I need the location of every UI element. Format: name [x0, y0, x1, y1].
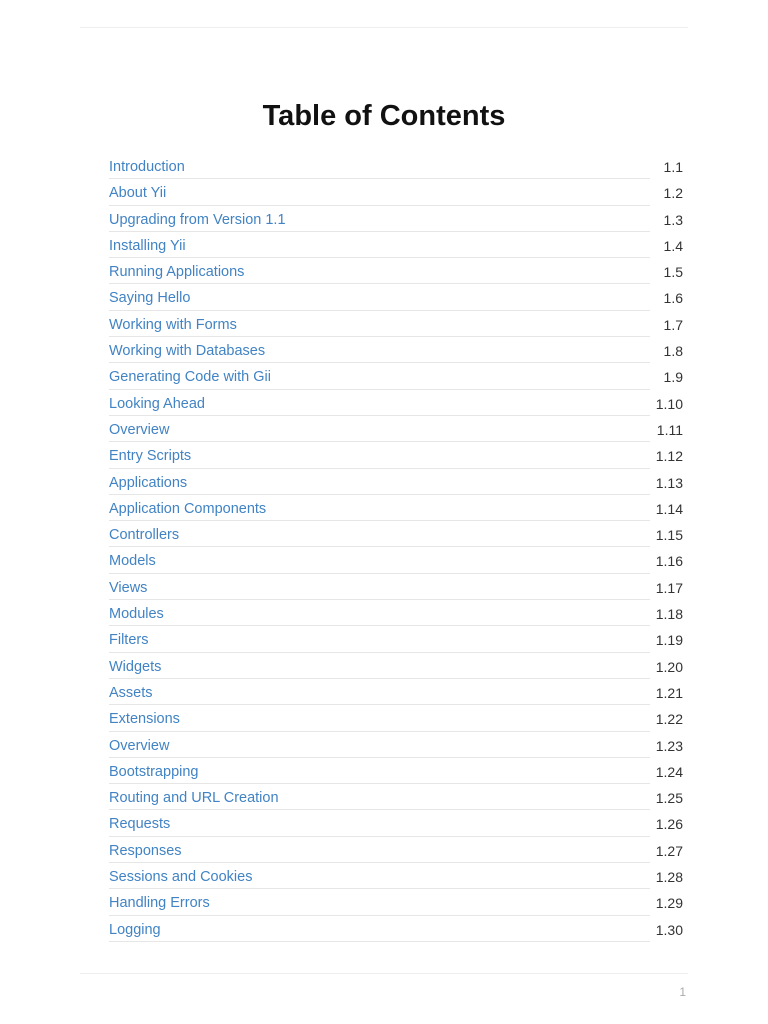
toc-entry-link[interactable]: Responses — [109, 842, 182, 859]
toc-entry-number: 1.16 — [655, 553, 683, 570]
toc-entry-link[interactable]: Applications — [109, 474, 188, 491]
toc-entry — [109, 495, 683, 521]
toc-entry-number: 1.7 — [663, 316, 683, 333]
toc-entry-number: 1.4 — [663, 237, 683, 254]
toc-entry — [109, 732, 683, 758]
toc-entry — [109, 863, 683, 889]
toc-entry-number: 1.12 — [655, 448, 683, 465]
toc-entry-number: 1.21 — [655, 684, 683, 701]
toc-entry — [109, 206, 683, 232]
toc-entry — [109, 442, 683, 468]
toc-entry — [109, 363, 683, 389]
toc-entry-number: 1.23 — [655, 737, 683, 754]
toc-entry-link[interactable]: Looking Ahead — [109, 395, 205, 412]
toc-entry — [109, 179, 683, 205]
toc-entry-link[interactable]: Views — [109, 579, 148, 596]
toc-entry — [109, 574, 683, 600]
toc-entry — [109, 679, 683, 705]
toc-entry-number: 1.9 — [663, 369, 683, 386]
toc-entry — [109, 837, 683, 863]
toc-entry-number: 1.29 — [655, 895, 683, 912]
toc-entry-link[interactable]: Requests — [109, 816, 171, 833]
toc-entry-link[interactable]: Installing Yii — [109, 237, 186, 254]
toc-entry — [109, 758, 683, 784]
toc-entry — [109, 469, 683, 495]
toc-entry-link[interactable]: Modules — [109, 606, 164, 623]
toc-entry — [109, 784, 683, 810]
toc-entry-link[interactable]: Models — [109, 553, 156, 570]
toc-entry-link[interactable]: Working with Forms — [109, 316, 237, 333]
toc-entry — [109, 600, 683, 626]
toc-entry — [109, 916, 683, 942]
toc-entry-link[interactable]: Bootstrapping — [109, 763, 199, 780]
toc-entry-number: 1.26 — [655, 816, 683, 833]
bottom-divider — [80, 973, 688, 974]
toc-entry-link[interactable]: Generating Code with Gii — [109, 369, 271, 386]
toc-entry — [109, 705, 683, 731]
toc-entry — [109, 653, 683, 679]
toc-entry — [109, 258, 683, 284]
toc-entry-number: 1.14 — [655, 500, 683, 517]
toc-entry — [109, 626, 683, 652]
toc-entry — [109, 810, 683, 836]
toc-entry-number: 1.22 — [655, 711, 683, 728]
toc-entry-link[interactable]: Filters — [109, 632, 149, 649]
toc-entry-link[interactable]: Extensions — [109, 711, 180, 728]
toc-entry-number: 1.10 — [655, 395, 683, 412]
toc-entry-link[interactable]: Logging — [109, 921, 161, 938]
toc-entry-number: 1.30 — [655, 921, 683, 938]
toc-entry-link[interactable]: Handling Errors — [109, 895, 210, 912]
toc-entry-number: 1.11 — [656, 421, 683, 438]
toc-entry-link[interactable]: Widgets — [109, 658, 162, 675]
toc-entry — [109, 547, 683, 573]
toc-entry — [109, 889, 683, 915]
page-number: 1 — [679, 985, 686, 999]
toc-entry-link[interactable]: Working with Databases — [109, 343, 266, 360]
toc-entry — [109, 390, 683, 416]
toc-entry-link[interactable]: Upgrading from Version 1.1 — [109, 211, 286, 228]
toc-entry-link[interactable]: Overview — [109, 421, 170, 438]
toc-entry-number: 1.19 — [655, 632, 683, 649]
toc-entry-number: 1.24 — [655, 763, 683, 780]
toc-entry-link[interactable]: Entry Scripts — [109, 448, 192, 465]
toc-entry-link[interactable]: Overview — [109, 737, 170, 754]
toc-entry-number: 1.25 — [655, 790, 683, 807]
toc-entry-link[interactable]: Routing and URL Creation — [109, 790, 279, 807]
toc-entry-number: 1.1 — [663, 159, 683, 175]
toc-entry-number: 1.2 — [663, 185, 683, 202]
toc-entry — [109, 416, 683, 442]
toc-entry-number: 1.6 — [663, 290, 683, 307]
toc-entry — [109, 311, 683, 337]
toc-entry-link[interactable]: About Yii — [109, 185, 167, 202]
toc-entry-link[interactable]: Sessions and Cookies — [109, 869, 253, 886]
toc-entry-number: 1.27 — [655, 842, 683, 859]
toc-entry-link[interactable]: Running Applications — [109, 264, 245, 281]
toc-entry-number: 1.8 — [663, 343, 683, 360]
toc-entry-number: 1.28 — [655, 869, 683, 886]
toc-entry-link[interactable]: Assets — [109, 684, 153, 701]
toc-entry — [109, 232, 683, 258]
toc-entry-link[interactable]: Application Components — [109, 500, 267, 517]
toc-entry-number: 1.5 — [663, 264, 683, 281]
toc-entry-link[interactable]: Controllers — [109, 527, 180, 544]
top-divider — [80, 27, 688, 28]
toc-entry — [109, 337, 683, 363]
toc-entry-number: 1.20 — [655, 658, 683, 675]
toc-entry-number: 1.17 — [655, 579, 683, 596]
toc-entry-link[interactable]: Introduction — [109, 159, 185, 175]
toc-entry-number: 1.15 — [655, 527, 683, 544]
toc-entry-link[interactable]: Saying Hello — [109, 290, 191, 307]
toc-entry-underline — [109, 941, 650, 942]
toc-entry — [109, 284, 683, 310]
toc-entry — [109, 521, 683, 547]
toc-entry-number: 1.18 — [655, 606, 683, 623]
toc-entry — [109, 153, 683, 179]
toc-entry-number: 1.3 — [663, 211, 683, 228]
table-of-contents — [109, 153, 683, 942]
page-title: Table of Contents — [262, 100, 506, 132]
toc-entry-number: 1.13 — [655, 474, 683, 491]
